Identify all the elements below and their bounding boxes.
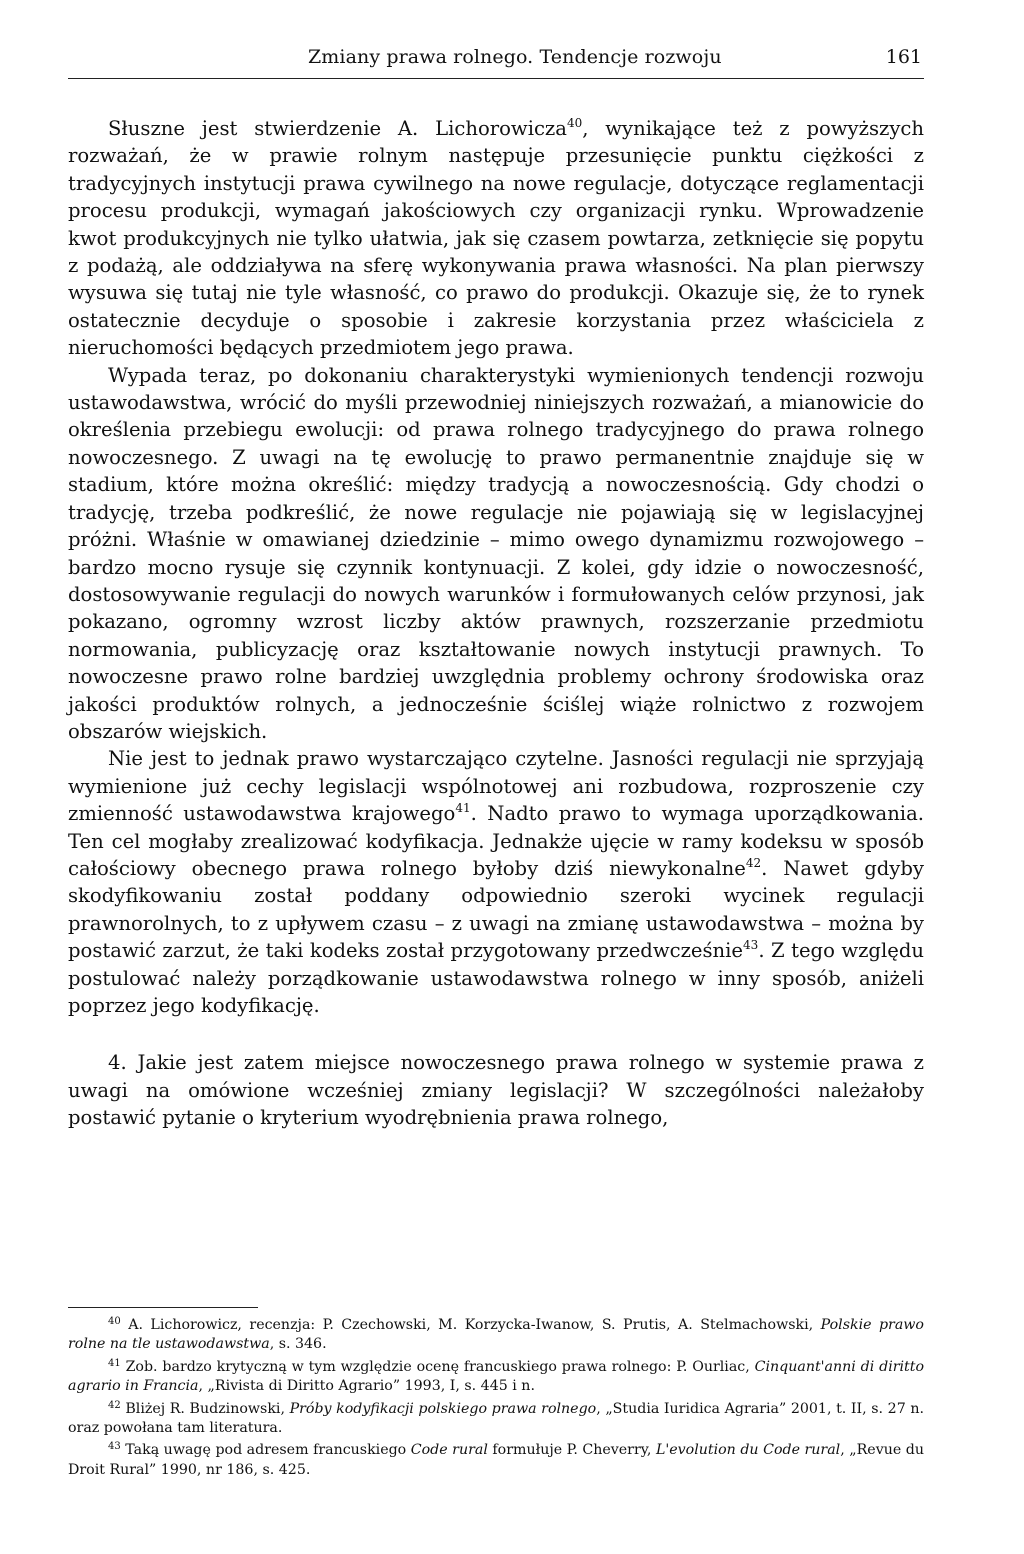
text-run: . Z tego względu postulować należy porządkowanie ustawodawstwa rolnego w inny sposób, aniżeli poprzez jego kodyfikację. [68,939,924,1017]
footnote-ref: 40 [566,116,583,130]
main-text [68,115,924,1132]
footnote-number: 43 [108,1441,121,1453]
footnote-40 [68,1316,924,1355]
page-header [68,46,924,76]
header-rule [68,78,924,79]
footnotes [68,1316,924,1480]
text-run: , s. 346. [269,1336,327,1353]
running-title: Zmiany prawa rolnego. Tendencje rozwoju [308,46,722,68]
footnote-ref: 41 [455,801,471,816]
paragraph: Wypada teraz, po dokonaniu charakterystyki wymienionych tendencji rozwoju ustawodawstwa, wrócić do myśli przewodniej niniejszych rozważań, a mianowicie do określenia przebiegu ewolucji: od prawa rolnego tradycyjnego do prawa rolnego nowoczesnego. Z uwagi na tę ewolucję to prawo permanentnie znajduje się w stadium, które można określić: między tradycją a nowoczesnością. Gdy chodzi o tradycję, trzeba podkreślić, że nowe regulacje nie pojawiają się w legislacyjnej próżni. Właśnie w omawianej dziedzinie – mimo owego dynamizmu rozwojowego – bardzo mocno rysuje się czynnik kontynuacji. Z kolei, gdy idzie o nowoczesność, dostosowywanie regulacji do nowych warunków i formułowanych celów przynosi, jak pokazano, ogromny wzrost liczby aktów prawnych, rozszerzanie przedmiotu normowania, publicyzację oraz kształtowanie nowych instytucji prawnych. To nowoczesne prawo rolne bardziej uwzględnia problemy ochrony środowiska oraz jakości produktów rolnych, a jednocześnie ściślej wiąże rolnictwo z rozwojem obszarów wiejskich. [68,363,924,743]
text-run: Bliżej R. Budzinowski, [120,1400,290,1417]
text-run: Słuszne jest stwierdzenie A. Lichorowicza [108,117,567,140]
footnote-41 [68,1358,924,1397]
text-run: , wynikające też z powyższych rozważań, że w prawie rolnym następuje przesunięcie punktu ciężkości z tradycyjnych instytucji prawa cywilnego na nowe regulacje, dotyczące reglamentacji procesu produkcji, wymagań jakościowych czy organizacji rynku. Wprowadzenie kwot produkcyjnych nie tylko ułatwia, jak się czasem powtarza, zetknięcie się popytu z podażą, ale oddziaływa na sferę wykonywania prawa własności. Na plan pierwszy wysuwa się tutaj nie tyle własność, co prawo do produkcji. Okazuje się, że to rynek ostatecznie decyduje o sposobie i zakresie korzystania przez właściciela z nieruchomości będących przedmiotem jego prawa. [68,117,924,360]
text-run: , „Studia Iuridica Agraria” 2001, t. II, s. 27 n. oraz powołana tam literatura. [68,1400,924,1437]
footnote-number: 42 [108,1399,121,1411]
footnote-number: 40 [108,1316,121,1327]
text-run: formułuje P. Cheverry, [487,1442,656,1459]
text-run: Taką uwagę pod adresem francuskiego [120,1442,411,1459]
cited-title: Próby kodyfikacji polskiego prawa rolnego [289,1400,597,1417]
text-run: , „Revue du Droit Rural” 1990, nr 186, s. 425. [68,1442,925,1478]
text-run: , „Rivista di Diritto Agrario” 1993, I, s. 445 i n. [198,1378,535,1395]
text-run: Zob. bardzo krytyczną w tym względzie ocenę francuskiego prawa rolnego: P. Ourliac, [120,1358,755,1375]
text-run: Nie jest to jednak prawo wystarczająco czytelne. Jasności regulacji nie sprzyjają wymienione już cechy legislacji wspólnotowej ani rozbudowa, rozproszenie czy zmienność ustawodawstwa krajowego [68,747,924,826]
cited-title: L'evolution du Code rural [655,1442,841,1459]
footnote-42 [68,1400,924,1439]
text-run: . Nadto prawo to wymaga uporządkowania. Ten cel mogłaby zrealizować kodyfikacja. Jednakże ujęcie w ramy kodeksu w sposób całościowy obecnego prawa rolnego byłoby dziś niewykonalne [68,802,924,880]
cited-title: Polskie prawo rolne na tle ustawodawstwa [68,1317,924,1353]
footnote-number: 41 [108,1357,121,1369]
text-run: A. Lichorowicz, recenzja: P. Czechowski, M. Korzycka-Iwanow, S. Prutis, A. Stelmachowski, [120,1317,821,1333]
text-run: . Nawet gdyby skodyfikowaniu został poddany odpowiednio szeroki wycinek regulacji prawnorolnych, to z upływem czasu – z uwagi na zmianę ustawodawstwa – można by postawić zarzut, że taki kodeks został przygotowany przedwcześnie [68,856,924,963]
cited-title: Code rural [410,1442,488,1459]
page-number: 161 [885,46,922,68]
footnote-ref: 42 [745,855,762,870]
paragraph [68,115,924,362]
cited-title: Cinquant'anni di diritto agrario in Francia [68,1358,925,1395]
footnote-rule [68,1307,258,1308]
footnote-43 [68,1441,924,1480]
footnote-ref: 43 [743,938,759,953]
paragraph [68,745,924,1019]
section-paragraph: 4. Jakie jest zatem miejsce nowoczesnego prawa rolnego w systemie prawa z uwagi na omówione wcześniej zmiany legislacji? W szczególności należałoby postawić pytanie o kryterium wyodrębnienia prawa rolnego, [68,1051,924,1130]
